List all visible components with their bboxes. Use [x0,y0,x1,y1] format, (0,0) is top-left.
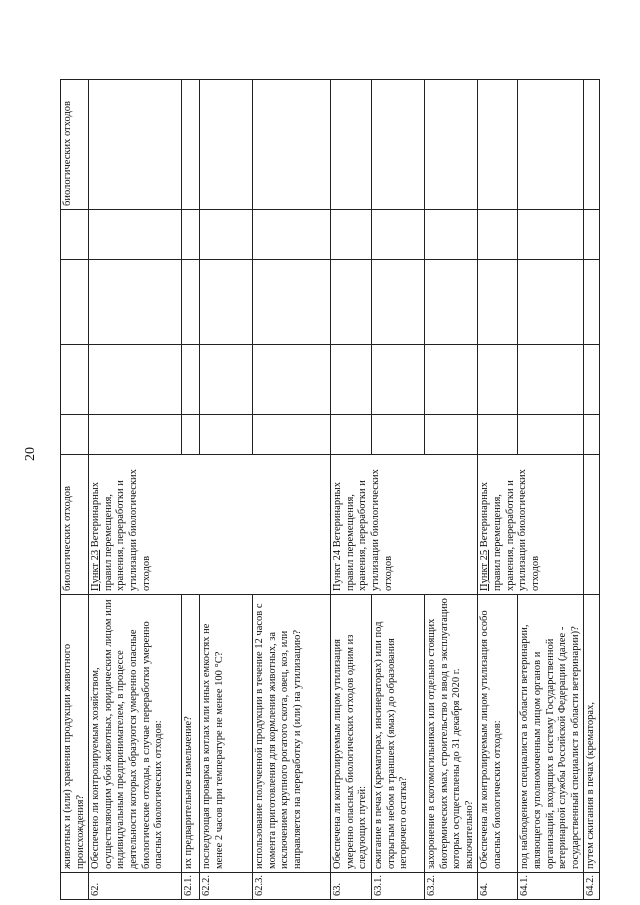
table-row: 63.2. захоронение в скотомогильниках или отдельно стоящих биотермических ямах, строительство и ввод в эксплуатацию которых осуществлены до 31 декабря 2020 г. включительно? [424,80,477,900]
table-row: 64. Обеспечена ли контролируемым лицом утилизация особо опасных биологических отходов: Пункт 25 Ветеринарных правил перемещения, хранения, переработки и утилизации биологических отходов [478,80,518,900]
table-row: 62.1. их предварительное измельчение? [182,80,200,900]
table-row: 63.1. сжигание в печах (крематорах, инсинераторах) или под открытым небом в траншеях (ямах) до образования негорючего остатка? [371,80,424,900]
checklist-table [60,79,600,900]
checklist-table-rotated [60,80,595,900]
table-row: 64.2. путем сжигания в печах (крематорах, [584,80,600,900]
table-row: 62.2. последующая проварка в котлах или иных емкостях не менее 2 часов при температуре не менее 100 °C? [200,80,253,900]
table-row: 63. Обеспечена ли контролируемым лицом утилизация умеренно опасных биологических отходов одним из следующих путей: Пункт 24 Ветеринарных правил перемещения, хранения, переработки и утилизации биологических отходов [331,80,372,900]
rotated-sheet [60,80,595,900]
page-number: 20 [23,447,38,461]
table-row: животных и (или) хранения продукции животного происхождения? биологических отходов биологических отходов [61,80,89,900]
table-row: 62. Обеспечено ли контролируемым хозяйством, осуществляющим убой животных, юридическим лицом или индивидуальным предпринимателем, в процессе деятельности которых образуются умеренно опасные биологические отходы, в случае переработки умеренно опасных биологических отходов: Пункт 23 Ветеринарных правил перемещения, хранения, переработки и утилизации биологических отходов [89,80,182,900]
table-row: 62.3. использование полученной продукции в течение 12 часов с момента приготовления для кормления животных, за исключением крупного рогатого скота, овец, коз, или направляется на переработку и (или) на утилизацию? [253,80,331,900]
table-row: 64.1. под наблюдением специалиста в области ветеринарии, являющегося уполномоченным лицом органов и организаций, входящих в систему Государственной ветеринарной службы Российской Федерации (далее - государственный специалист в области ветеринарии)? [518,80,584,900]
